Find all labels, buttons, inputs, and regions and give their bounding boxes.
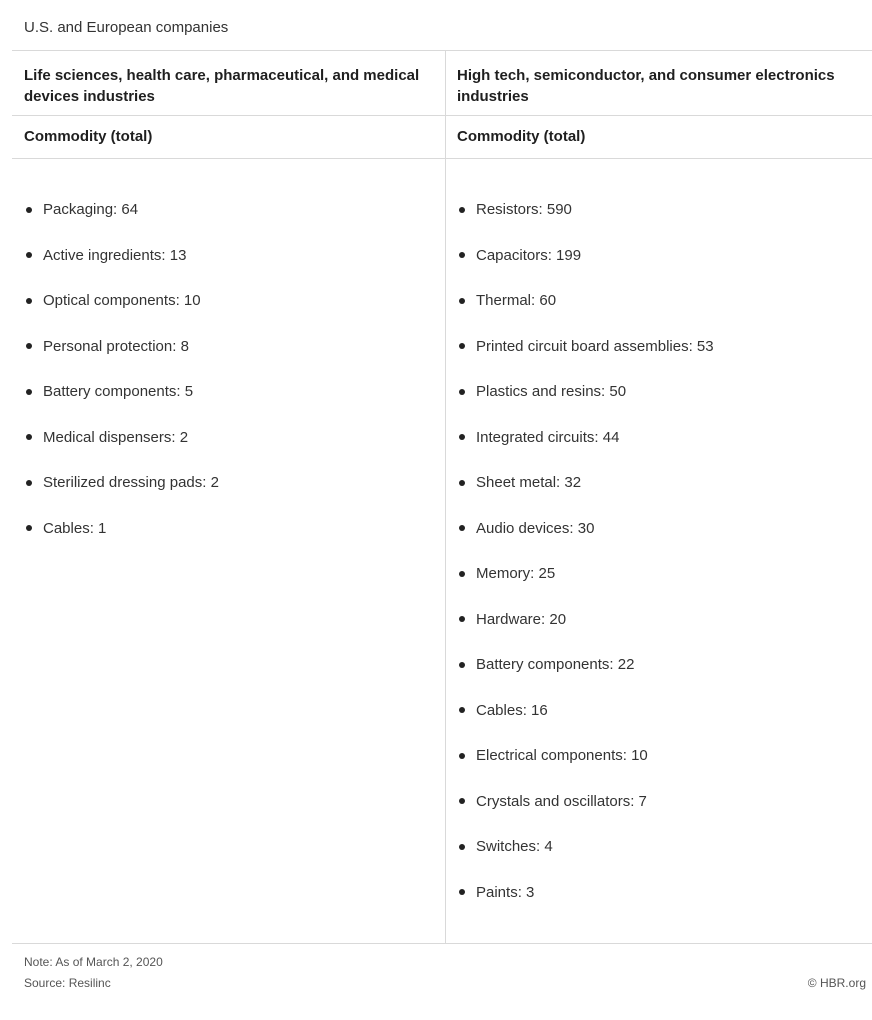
list-item <box>457 187 714 233</box>
list-item-label: Sterilized dressing pads: 2 <box>43 474 219 492</box>
right-column-subhead: Commodity (total) <box>457 128 586 145</box>
right-column <box>457 51 867 943</box>
bullet-icon <box>459 343 465 349</box>
right-column-title: High tech, semiconductor, and consumer electronics industries <box>457 67 835 105</box>
list-item-label: Sheet metal: 32 <box>476 474 582 492</box>
bullet-icon <box>26 480 32 486</box>
bullet-icon <box>26 343 32 349</box>
list-item <box>457 460 714 506</box>
list-item <box>457 506 714 552</box>
list-item-label: Packaging: 64 <box>43 201 139 219</box>
list-item <box>24 415 219 461</box>
list-item-label: Paints: 3 <box>476 883 535 901</box>
list-item <box>457 688 714 734</box>
footer-credit: © HBR.org <box>807 976 866 990</box>
bullet-icon <box>459 434 465 440</box>
left-column-title: Life sciences, health care, pharmaceutical, and medical devices industries <box>24 67 420 105</box>
list-item <box>457 779 714 825</box>
list-item <box>457 415 714 461</box>
list-item <box>457 551 714 597</box>
bullet-icon <box>26 298 32 304</box>
list-item-label: Integrated circuits: 44 <box>476 428 620 446</box>
bullet-icon <box>26 525 32 531</box>
bullet-icon <box>26 434 32 440</box>
list-item <box>457 369 714 415</box>
list-item-label: Crystals and oscillators: 7 <box>476 792 647 810</box>
bullet-icon <box>459 753 465 759</box>
left-commodity-list <box>24 187 219 551</box>
bullet-icon <box>459 571 465 577</box>
list-item <box>24 324 219 370</box>
list-item <box>457 278 714 324</box>
list-item-label: Optical components: 10 <box>43 292 201 310</box>
list-item-label: Personal protection: 8 <box>43 337 189 355</box>
list-item <box>457 324 714 370</box>
list-item-label: Switches: 4 <box>476 838 553 856</box>
list-item-label: Active ingredients: 13 <box>43 246 187 264</box>
list-item-label: Thermal: 60 <box>476 292 557 310</box>
list-item-label: Memory: 25 <box>476 565 556 583</box>
bullet-icon <box>459 389 465 395</box>
bullet-icon <box>459 616 465 622</box>
list-item <box>24 187 219 233</box>
bullet-icon <box>459 207 465 213</box>
list-item <box>24 460 219 506</box>
bullet-icon <box>459 662 465 668</box>
list-item <box>457 870 714 916</box>
bullet-icon <box>459 844 465 850</box>
list-item <box>457 733 714 779</box>
list-item-label: Capacitors: 199 <box>476 246 582 264</box>
list-item-label: Medical dispensers: 2 <box>43 428 189 446</box>
left-column <box>24 51 434 943</box>
bullet-icon <box>26 252 32 258</box>
bullet-icon <box>459 798 465 804</box>
bullet-icon <box>459 525 465 531</box>
page-subtitle: U.S. and European companies <box>24 19 229 36</box>
list-item <box>24 278 219 324</box>
column-divider <box>445 51 446 943</box>
list-item <box>24 233 219 279</box>
list-item-label: Battery components: 5 <box>43 383 194 401</box>
list-item <box>24 506 219 552</box>
list-item <box>457 233 714 279</box>
bullet-icon <box>459 480 465 486</box>
bullet-icon <box>459 252 465 258</box>
left-column-subhead: Commodity (total) <box>24 128 153 145</box>
commodity-table <box>12 50 872 944</box>
right-commodity-list <box>457 187 714 915</box>
list-item-label: Audio devices: 30 <box>476 519 595 537</box>
list-item-label: Plastics and resins: 50 <box>476 383 627 401</box>
list-item <box>24 369 219 415</box>
footer-source: Source: Resilinc <box>24 976 111 990</box>
list-item-label: Cables: 16 <box>476 701 548 719</box>
list-item-label: Electrical components: 10 <box>476 747 648 765</box>
bullet-icon <box>459 298 465 304</box>
list-item <box>457 642 714 688</box>
list-item <box>457 597 714 643</box>
list-item-label: Resistors: 590 <box>476 201 572 219</box>
list-item-label: Hardware: 20 <box>476 610 567 628</box>
list-item-label: Battery components: 22 <box>476 656 635 674</box>
list-item-label: Cables: 1 <box>43 519 107 537</box>
list-item-label: Printed circuit board assemblies: 53 <box>476 337 714 355</box>
footer-note: Note: As of March 2, 2020 <box>24 955 163 969</box>
bullet-icon <box>26 207 32 213</box>
list-item <box>457 824 714 870</box>
bullet-icon <box>26 389 32 395</box>
bullet-icon <box>459 707 465 713</box>
bullet-icon <box>459 889 465 895</box>
